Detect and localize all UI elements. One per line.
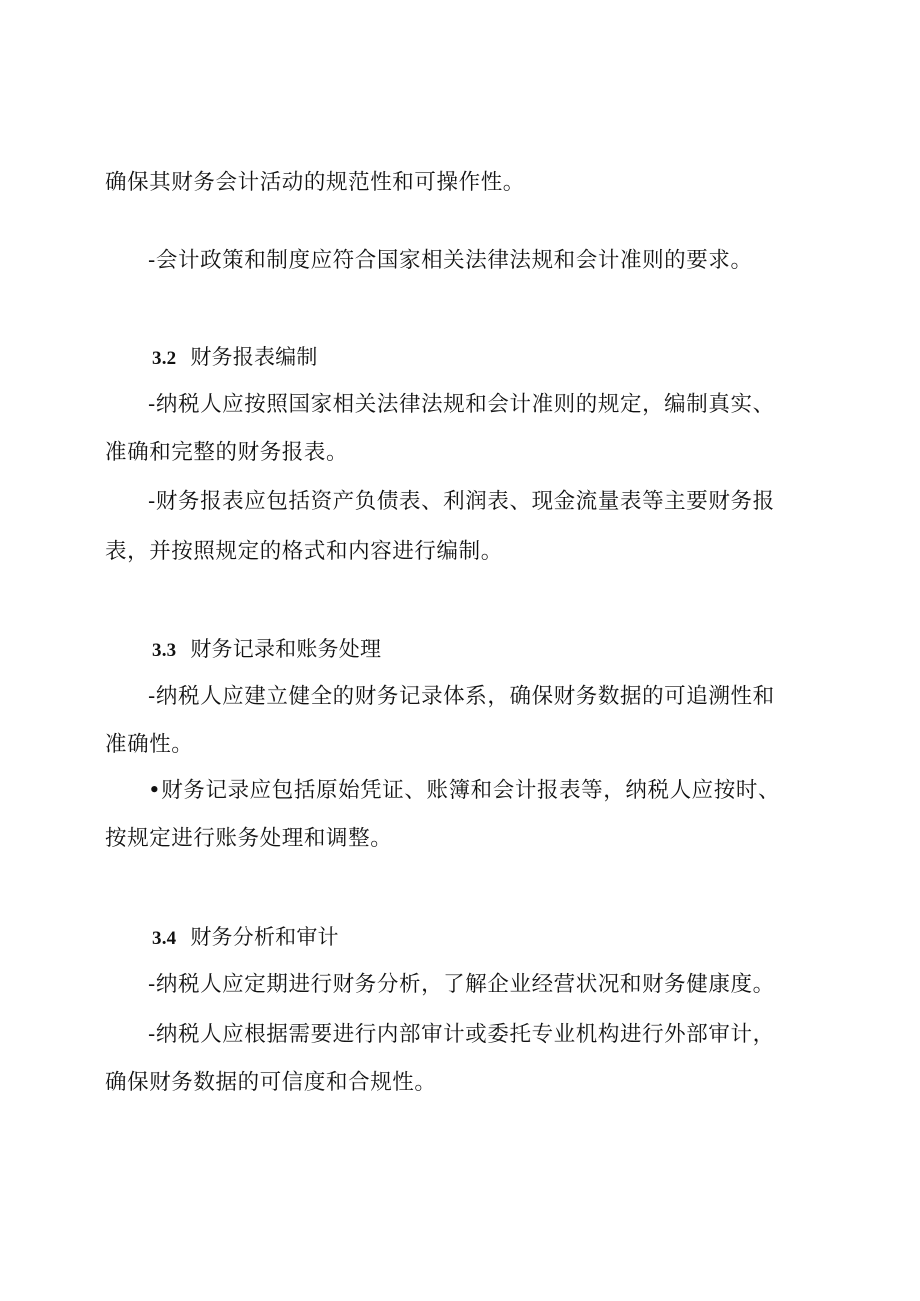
paragraph-line: 确保其财务会计活动的规范性和可操作性。 [105,170,525,195]
paragraph-line: -纳税人应定期进行财务分析，了解企业经营状况和财务健康度。 [148,972,775,997]
paragraph-line: -纳税人应按照国家相关法律法规和会计准则的规定，编制真实、 [148,392,775,417]
paragraph-line: -纳税人应根据需要进行内部审计或委托专业机构进行外部审计， [148,1022,775,1047]
section-number: 3.2 [152,348,177,369]
section-heading-3-3 [152,634,381,666]
section-number: 3.4 [152,928,177,949]
section-heading-3-4 [152,922,339,954]
paragraph-line: -财务报表应包括资产负债表、利润表、现金流量表等主要财务报 [148,489,775,514]
paragraph-line: -会计政策和制度应符合国家相关法律法规和会计准则的要求。 [148,248,753,273]
paragraph-line: -纳税人应建立健全的财务记录体系，确保财务数据的可追溯性和 [148,684,775,709]
section-heading-3-2 [152,342,318,374]
paragraph-line: 确保财务数据的可信度和合规性。 [105,1070,437,1095]
section-title: 财务报表编制 [190,345,318,369]
paragraph-line: •财务记录应包括原始凭证、账簿和会计报表等，纳税人应按时、 [148,778,781,803]
section-title: 财务记录和账务处理 [190,637,382,661]
paragraph-line: 按规定进行账务处理和调整。 [105,826,393,851]
section-number: 3.3 [152,640,177,661]
paragraph-line: 准确和完整的财务报表。 [105,440,349,465]
section-title: 财务分析和审计 [190,925,339,949]
paragraph-line: 准确性。 [105,732,194,757]
paragraph-line: 表，并按照规定的格式和内容进行编制。 [105,539,503,564]
